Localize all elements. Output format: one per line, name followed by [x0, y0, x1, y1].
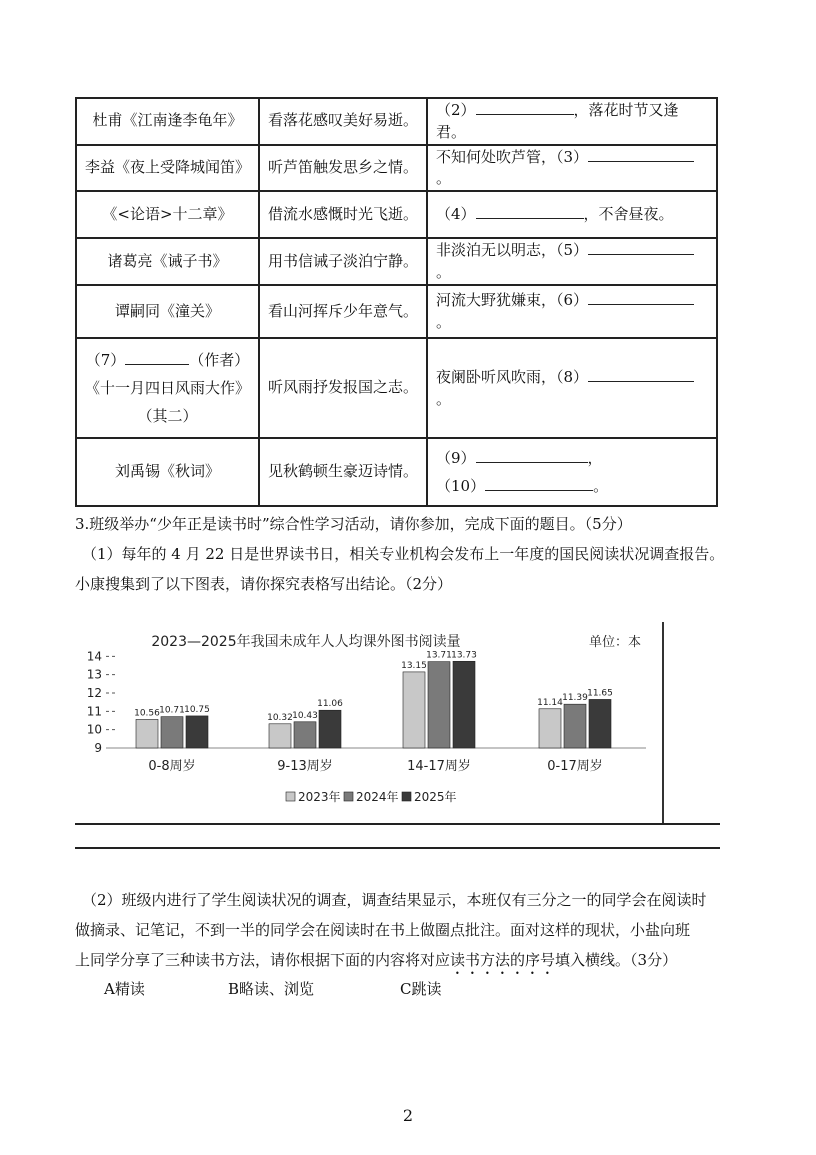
bar-value-label: 11.14 — [537, 697, 563, 708]
poem-line: 河流大野犹嫌束，（6）。 — [427, 285, 717, 338]
answer-blank-9[interactable] — [476, 447, 588, 463]
answer-line-2[interactable] — [75, 847, 720, 849]
poem-source: （7） （作者） 《十一月四日风雨大作》 （其二） — [76, 338, 259, 438]
poem-line: 非淡泊无以明志，（5）。 — [427, 238, 717, 285]
poem-feeling: 听芦笛触发思乡之情。 — [259, 145, 427, 192]
option-b: B略读、浏览 — [228, 980, 315, 998]
bar-value-label: 11.39 — [562, 693, 588, 704]
question-3-2-line2: 做摘录、记笔记，不到一半的同学会在阅读时在书上做圈点批注。面对这样的现状，小盐向班 — [75, 921, 691, 939]
table-row — [76, 438, 717, 506]
poem-line: （2） ，落花时节又逢君。 — [427, 98, 717, 145]
bar — [589, 699, 611, 748]
category-label: 0-8周岁 — [148, 759, 196, 774]
y-tick-label: 10 — [86, 722, 102, 737]
legend-label: 2023年 — [298, 790, 341, 804]
poem-feeling: 看落花感叹美好易逝。 — [259, 98, 427, 145]
bar-value-label: 10.32 — [267, 712, 293, 723]
poem-source: 谭嗣同《潼关》 — [76, 285, 259, 338]
table-row — [76, 285, 717, 338]
legend-label: 2024年 — [356, 790, 399, 804]
option-c: C跳读 — [400, 980, 442, 998]
legend-swatch — [402, 792, 411, 801]
bar-value-label: 10.43 — [292, 710, 318, 721]
bar-value-label: 11.06 — [317, 699, 343, 710]
bar — [428, 662, 450, 748]
poem-source: 刘禹锡《秋词》 — [76, 438, 259, 506]
legend-label: 2025年 — [414, 790, 457, 804]
question-3-2-line1: （2）班级内进行了学生阅读状况的调查，调查结果显示，本班仅有三分之一的同学会在阅读时 — [82, 891, 707, 909]
bar — [539, 709, 561, 748]
answer-line-1[interactable] — [75, 823, 720, 825]
bar — [136, 719, 158, 748]
table-row — [76, 338, 717, 438]
legend-swatch — [344, 792, 353, 801]
table-row — [76, 98, 717, 145]
poem-table — [75, 97, 718, 507]
bar-value-label: 11.65 — [587, 688, 613, 699]
emphasized-text: 读书方法的序号 — [450, 951, 556, 969]
poem-feeling: 看山河挥斥少年意气。 — [259, 285, 427, 338]
poem-source: 《<论语>十二章》 — [76, 191, 259, 238]
answer-blank-5[interactable] — [588, 239, 694, 255]
y-tick-label: 13 — [86, 667, 102, 682]
answer-blank-8[interactable] — [588, 366, 694, 382]
poem-line: 不知何处吹芦管，（3）。 — [427, 145, 717, 192]
table-row — [76, 191, 717, 238]
bar — [186, 716, 208, 748]
chart-unit-label: 单位：本 — [588, 635, 641, 650]
bar-value-label: 13.71 — [426, 650, 452, 661]
bar-value-label: 10.75 — [184, 704, 210, 715]
poem-feeling: 见秋鹤顿生豪迈诗情。 — [259, 438, 427, 506]
answer-blank-7[interactable] — [125, 349, 189, 365]
y-tick-label: 11 — [86, 704, 102, 719]
bar-value-label: 10.56 — [134, 708, 160, 719]
question-3-1-line1: （1）每年的 4 月 22 日是世界读书日，相关专业机构会发布上一年度的国民阅读状况调查报告。 — [82, 545, 725, 563]
y-tick-label: 9 — [94, 741, 102, 755]
answer-blank-4[interactable] — [476, 203, 584, 219]
bar — [453, 661, 475, 748]
table-row — [76, 238, 717, 285]
bar — [319, 710, 341, 748]
bar-value-label: 10.71 — [159, 705, 185, 716]
bar — [294, 722, 316, 748]
poem-feeling: 用书信诫子淡泊宁静。 — [259, 238, 427, 285]
question-3-1-line2: 小康搜集到了以下图表，请你探究表格写出结论。（2分） — [75, 575, 453, 593]
poem-line: （9） ， （10） 。 — [427, 438, 717, 506]
reading-chart — [76, 622, 664, 824]
category-label: 0-17周岁 — [547, 759, 603, 774]
poem-line: 夜阑卧听风吹雨，（8）。 — [427, 338, 717, 438]
category-label: 14-17周岁 — [407, 759, 471, 774]
poem-feeling: 听风雨抒发报国之志。 — [259, 338, 427, 438]
answer-blank-6[interactable] — [588, 289, 694, 305]
poem-feeling: 借流水感慨时光飞逝。 — [259, 191, 427, 238]
category-label: 9-13周岁 — [277, 759, 333, 774]
bar — [564, 704, 586, 748]
y-tick-label: 14 — [86, 649, 102, 664]
bar-chart-svg — [76, 622, 662, 824]
poem-source: 李益《夜上受降城闻笛》 — [76, 145, 259, 192]
bar — [269, 724, 291, 748]
option-a: A精读 — [104, 980, 145, 998]
page-number: 2 — [402, 1106, 414, 1125]
y-tick-label: 12 — [86, 686, 102, 700]
legend-swatch — [286, 792, 295, 801]
bar-value-label: 13.73 — [451, 650, 477, 661]
answer-blank-2[interactable] — [476, 99, 574, 115]
bar — [161, 717, 183, 748]
bar — [403, 672, 425, 748]
poem-line: （4） ，不舍昼夜。 — [427, 191, 717, 238]
answer-blank-3[interactable] — [588, 146, 694, 162]
poem-source: 诸葛亮《诫子书》 — [76, 238, 259, 285]
poem-source: 杜甫《江南逢李龟年》 — [76, 98, 259, 145]
table-row — [76, 145, 717, 192]
question-3-2-line3: 上同学分享了三种读书方法，请你根据下面的内容将对应读书方法的序号填入横线。（3分） — [75, 951, 678, 969]
bar-value-label: 13.15 — [401, 660, 427, 671]
question-3-heading: 3.班级举办“少年正是读书时”综合性学习活动，请你参加，完成下面的题目。（5分） — [75, 515, 632, 533]
chart-title: 2023—2025年我国未成年人人均课外图书阅读量 — [151, 634, 461, 650]
answer-blank-10[interactable] — [485, 475, 593, 491]
